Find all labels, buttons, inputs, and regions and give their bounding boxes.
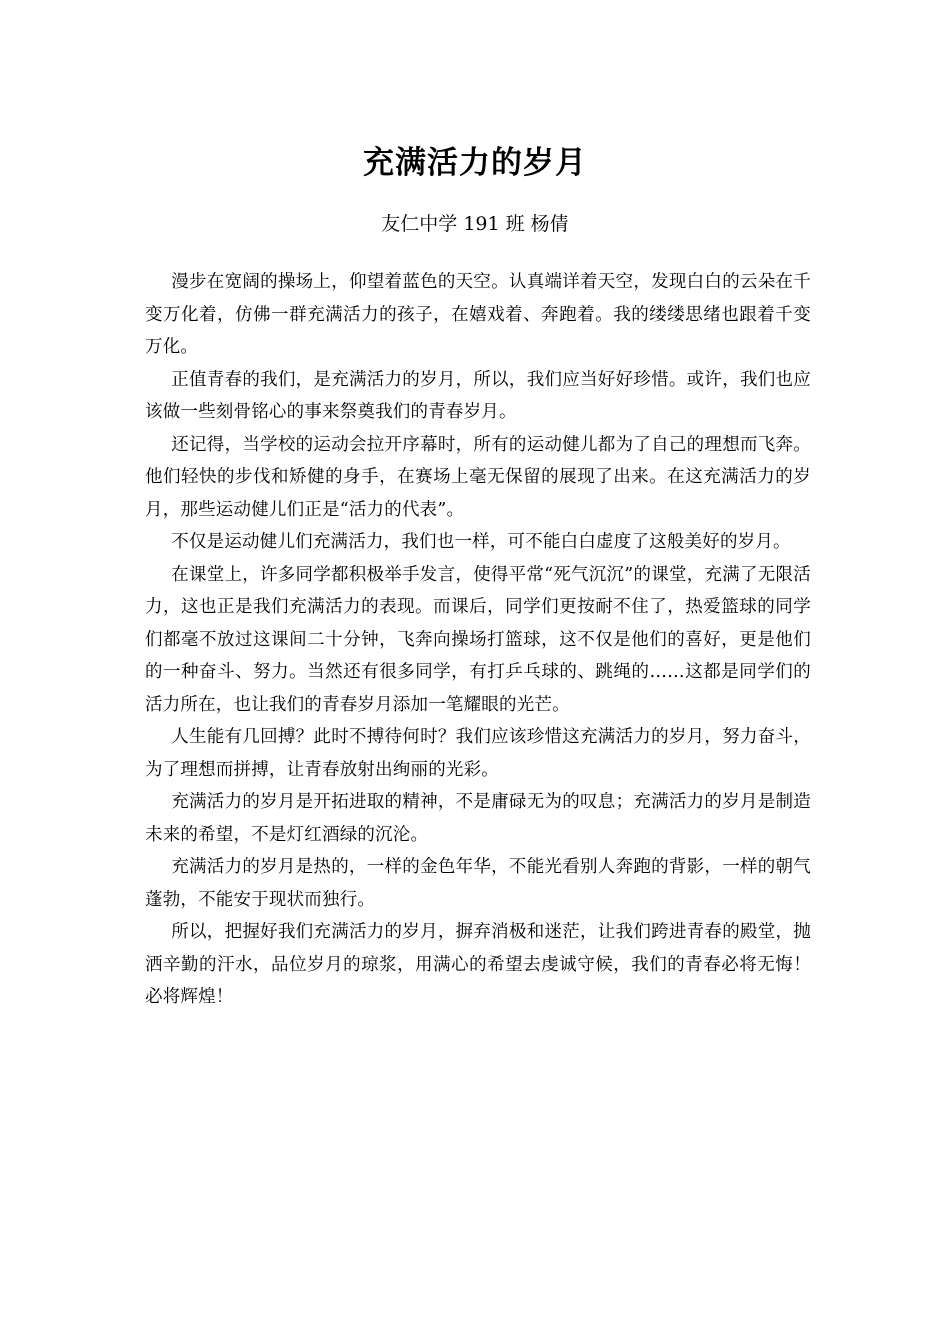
paragraph: 漫步在宽阔的操场上，仰望着蓝色的天空。认真端详着天空，发现白白的云朵在千变万化着，仿佛一群充满活力的孩子，在嬉戏着、奔跑着。我的缕缕思绪也跟着千变万化。 bbox=[145, 272, 811, 357]
author-byline: 友仁中学 191 班 杨倩 bbox=[381, 213, 569, 235]
paragraph: 所以，把握好我们充满活力的岁月，摒弃消极和迷茫，让我们跨进青春的殿堂，抛洒辛勤的汗水，品位岁月的琼浆，用满心的希望去虔诚守候，我们的青春必将无悔！必将辉煌！ bbox=[145, 922, 811, 1007]
paragraph: 充满活力的岁月是热的，一样的金色年华，不能光看别人奔跑的背影，一样的朝气蓬勃，不能安于现状而独行。 bbox=[145, 857, 811, 910]
paragraph: 不仅是运动健儿们充满活力，我们也一样，可不能白白虚度了这般美好的岁月。 bbox=[171, 532, 791, 552]
paragraph: 在课堂上，许多同学都积极举手发言，使得平常“死气沉沉”的课堂，充满了无限活力，这也正是我们充满活力的表现。而课后，同学们更按耐不住了，热爱篮球的同学们都毫不放过这课间二十分钟，飞奔向操场打篮球，这不仅是他们的喜好，更是他们的一种奋斗、努力。当然还有很多同学，有打乒乓球的、跳绳的……这都是同学们的活力所在，也让我们的青春岁月添加一笔耀眼的光芒。 bbox=[145, 564, 811, 715]
paragraph: 充满活力的岁月是开拓进取的精神，不是庸碌无为的叹息；充满活力的岁月是制造未来的希望，不是灯红酒绿的沉沦。 bbox=[145, 792, 811, 845]
paragraph: 人生能有几回搏？此时不搏待何时？我们应该珍惜这充满活力的岁月，努力奋斗，为了理想而拼搏，让青春放射出绚丽的光彩。 bbox=[145, 727, 811, 780]
document-title: 充满活力的岁月 bbox=[363, 145, 587, 181]
paragraph: 还记得，当学校的运动会拉开序幕时，所有的运动健儿都为了自己的理想而飞奔。他们轻快的步伐和矫健的身手，在赛场上毫无保留的展现了出来。在这充满活力的岁月，那些运动健儿们正是“活力的代表”。 bbox=[145, 434, 811, 520]
article-body bbox=[145, 266, 811, 1014]
paragraph: 正值青春的我们，是充满活力的岁月，所以，我们应当好好珍惜。或许，我们也应该做一些刻骨铭心的事来祭奠我们的青春岁月。 bbox=[145, 369, 811, 422]
